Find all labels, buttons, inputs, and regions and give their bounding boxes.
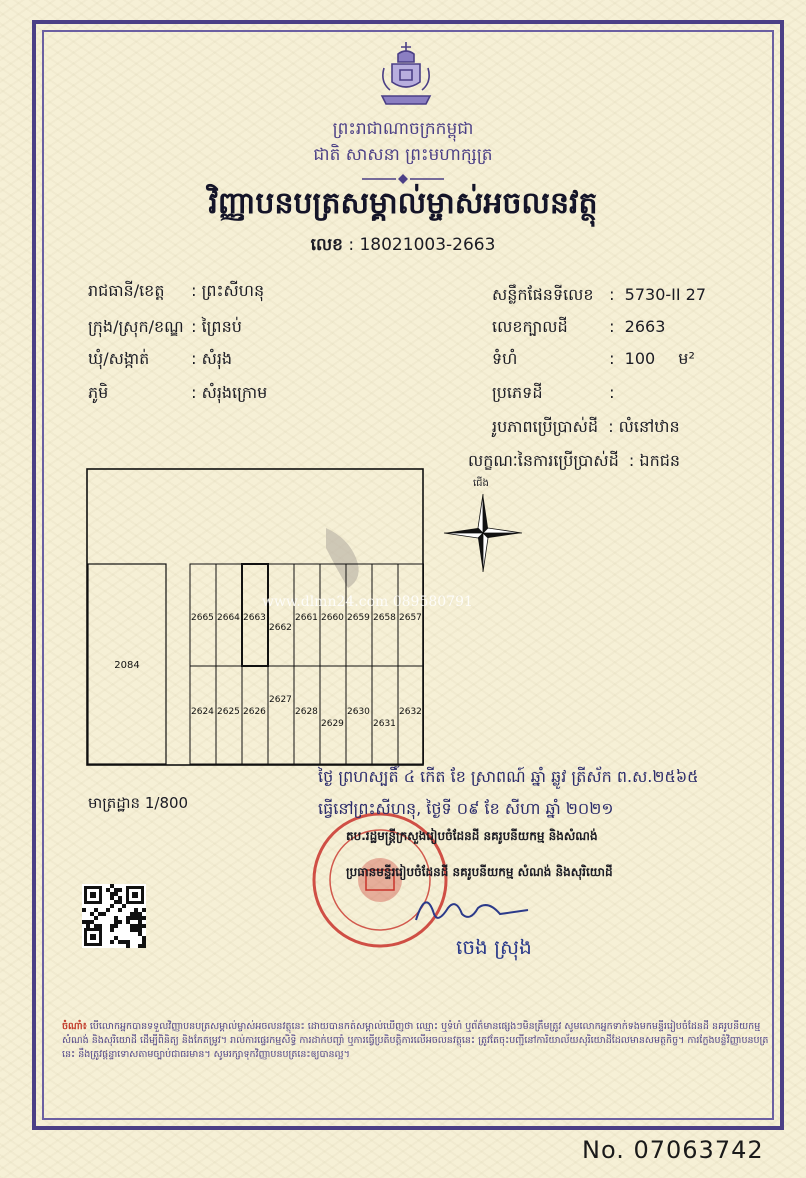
cadastral-map xyxy=(86,468,424,766)
qr-module xyxy=(86,920,90,924)
qr-module xyxy=(82,908,86,912)
commune-field: ឃុំ/សង្កាត់ : សំរុង xyxy=(88,348,232,372)
qr-module xyxy=(138,924,142,928)
certificate-title: វិញ្ញាបនបត្រសម្គាល់ម្ចាស់អចលនវត្ថុ xyxy=(208,186,598,221)
qr-module xyxy=(134,928,138,932)
parcel-label: 2630 xyxy=(347,707,370,717)
parcel-label: 2631 xyxy=(373,719,396,729)
parcel-cell xyxy=(372,666,398,764)
parcel-label: 2626 xyxy=(243,707,266,717)
qr-module xyxy=(142,940,146,944)
qr-module xyxy=(114,936,118,940)
parcel-label: 2661 xyxy=(295,613,318,623)
handwritten-signature xyxy=(408,880,538,940)
qr-module xyxy=(82,920,86,924)
qr-module xyxy=(106,888,110,892)
parcel-label: 2632 xyxy=(399,707,422,717)
qr-module xyxy=(126,940,130,944)
qr-module xyxy=(118,940,122,944)
qr-module xyxy=(110,924,114,928)
qr-module xyxy=(130,924,134,928)
map-scale: មាត្រដ្ឋាន 1/800 xyxy=(88,794,189,812)
watermark-text: www.dlmn24.com 089580791 xyxy=(262,594,473,610)
parcel-label: 2659 xyxy=(347,613,370,623)
field-value: 2663 xyxy=(624,317,666,336)
qr-module xyxy=(130,912,134,916)
field-label: ក្រុង/ស្រុក/ខណ្ឌ xyxy=(88,317,184,336)
qr-module xyxy=(118,896,122,900)
field-value: ឯកជន xyxy=(639,451,681,470)
qr-module xyxy=(94,916,98,920)
parcel-label: 2629 xyxy=(321,719,344,729)
map-sheet-field: សន្លឹកផែនទីលេខ : 5730-II 27 xyxy=(492,284,706,308)
land-type-field: ប្រភេទដី : xyxy=(492,382,625,406)
parcel-cell xyxy=(268,564,294,666)
field-label: សន្លឹកផែនទីលេខ xyxy=(492,285,594,304)
qr-module xyxy=(142,924,146,928)
parcel-label: 2664 xyxy=(217,613,240,623)
field-value: 5730-II 27 xyxy=(624,285,707,304)
lunar-date: ថ្ងៃ ព្រហស្បតិ៍ ៤ កើត ខែ ស្រាពណ៍ ឆ្នាំ ឆ្លូវ ត្រីស័ក ព.ស.២៥៦៥ xyxy=(318,767,699,786)
parcel-label: 2627 xyxy=(269,695,292,705)
north-label: ជើង xyxy=(473,478,489,489)
qr-module xyxy=(138,912,142,916)
parcel-number-field: លេខក្បាលដី : 2663 xyxy=(492,316,665,340)
qr-module xyxy=(110,884,114,888)
qr-module xyxy=(102,912,106,916)
qr-module xyxy=(110,904,114,908)
serial-number: No. 07063742 xyxy=(582,1136,764,1164)
field-label: រូបភាពប្រើប្រាស់ដី xyxy=(492,417,599,436)
parcel-label: 2628 xyxy=(295,707,318,717)
qr-module xyxy=(118,900,122,904)
kingdom-heading: ព្រះរាជាណាចក្រកម្ពុជា xyxy=(332,119,474,139)
qr-module xyxy=(138,920,142,924)
field-value: លំនៅឋាន xyxy=(618,417,680,436)
certificate-number-value: 18021003-2663 xyxy=(359,235,496,255)
field-label: ទំហំ xyxy=(492,349,518,368)
qr-module xyxy=(138,944,142,948)
qr-module xyxy=(118,908,122,912)
village-field: ភូមិ : សំរុងក្រោម xyxy=(88,382,267,406)
qr-module xyxy=(98,912,102,916)
compass-rose-icon xyxy=(440,490,526,576)
qr-module xyxy=(126,916,130,920)
qr-module xyxy=(114,924,118,928)
qr-module xyxy=(110,940,114,944)
qr-module xyxy=(138,928,142,932)
parcel-label: 2657 xyxy=(399,613,422,623)
qr-module xyxy=(86,924,90,928)
parcel-label: 2665 xyxy=(191,613,214,623)
field-value: សំរុង xyxy=(201,349,233,368)
qr-module xyxy=(114,916,118,920)
qr-module xyxy=(142,944,146,948)
field-label: រាជធានី/ខេត្ត xyxy=(88,281,165,300)
qr-module xyxy=(138,932,142,936)
solar-date: ធ្វើនៅព្រះសីហនុ, ថ្ងៃទី ០៩ ខែ សីហា ឆ្នាំ ២០២១ xyxy=(318,799,614,818)
parcel-label: 2662 xyxy=(269,623,292,633)
qr-module xyxy=(118,920,122,924)
royal-emblem-icon xyxy=(370,38,442,110)
qr-module xyxy=(130,928,134,932)
certificate-number-label: លេខ xyxy=(310,235,343,255)
qr-module xyxy=(134,912,138,916)
field-value: ព្រះសីហនុ xyxy=(201,281,265,300)
field-value: 100 xyxy=(624,349,656,368)
parcel-label: 2084 xyxy=(114,660,140,671)
parcel-label: 2625 xyxy=(217,707,240,717)
signatory-title-2: ប្រធានមន្ទីររៀបចំដែនដី នគរូបនីយកម្ម សំណង់ និងសុរិយោដី xyxy=(346,865,613,879)
qr-module xyxy=(118,888,122,892)
qr-module xyxy=(138,916,142,920)
qr-module xyxy=(106,908,110,912)
parcel-label: 2658 xyxy=(373,613,396,623)
qr-module xyxy=(114,888,118,892)
parcel-label: 2660 xyxy=(321,613,344,623)
area-unit: ម² xyxy=(678,349,695,368)
qr-module xyxy=(90,912,94,916)
land-use-field: រូបភាពប្រើប្រាស់ដី : លំនៅឋាន xyxy=(492,417,680,436)
area-field: ទំហំ : 100 ម² xyxy=(492,348,695,372)
qr-module xyxy=(98,924,102,928)
qr-module xyxy=(130,916,134,920)
province-field: រាជធានី/ខេត្ត : ព្រះសីហនុ xyxy=(88,280,264,304)
qr-module xyxy=(110,892,114,896)
notice-text xyxy=(62,1020,772,1062)
parcel-label: 2624 xyxy=(191,707,214,717)
qr-module xyxy=(114,920,118,924)
parcel-cell xyxy=(268,666,294,764)
signatory-title-1: តប.រដ្ឋមន្ត្រីក្រសួងរៀបចំដែនដី នគរូបនីយកម្ម និងសំណង់ xyxy=(346,829,598,843)
qr-module xyxy=(94,908,98,912)
notice-body: បើលោកអ្នកបានទទួលវិញ្ញាបនបត្រសម្គាល់ម្ចាស់អចលនវត្ថុនេះ ដោយបានកត់សម្គាល់ឃើញថា ឈ្មោះ ឬទំហំ ឬព័ត៌មានផ្សេងៗមិនត្រឹមត្រូវ សូមលោកអ្នកទាក់ទងមកមន្ទីររៀបចំដែនដី នគរូបនីយកម្ម សំណង់ និងសុរិយោដី ដើម្បីពិនិត្យ និងកែតម្រូវ។ រាល់ការផ្ទេរកម្មសិទ្ធិ ការដាក់បញ្ចាំ ឬការធ្វើប្រតិបត្តិការលើអចលនវត្ថុនេះ ត្រូវតែចុះបញ្ជីនៅការិយាល័យសុរិយោដីដែលមានសមត្ថកិច្ច។ ការក្លែងបន្លំវិញ្ញាបនបត្រនេះ នឹងត្រូវផ្តន្ទាទោសតាមច្បាប់ជាធរមាន។ សូមរក្សាទុកវិញ្ញាបនបត្រនេះឲ្យបានល្អ។ xyxy=(62,1021,769,1060)
parcel-cell xyxy=(320,666,346,764)
field-value: ព្រៃនប់ xyxy=(201,317,242,336)
qr-module xyxy=(122,904,126,908)
qr-module xyxy=(114,892,118,896)
certificate-number: លេខ : 18021003-2663 xyxy=(310,235,496,255)
qr-module xyxy=(110,928,114,932)
qr-code-icon xyxy=(82,884,146,948)
nation-motto: ជាតិ សាសនា ព្រះមហាក្សត្រ xyxy=(313,145,493,165)
qr-module xyxy=(114,900,118,904)
district-field: ក្រុង/ស្រុក/ខណ្ឌ : ព្រៃនប់ xyxy=(88,316,242,340)
qr-module xyxy=(126,920,130,924)
qr-module xyxy=(134,908,138,912)
field-label: លក្ខណៈនៃការប្រើប្រាស់ដី xyxy=(468,451,619,470)
parcel-label: 2663 xyxy=(243,613,266,623)
field-label: ប្រភេទដី xyxy=(492,383,543,402)
field-value: សំរុងក្រោម xyxy=(201,383,268,402)
land-use-type-field: លក្ខណៈនៃការប្រើប្រាស់ដី : ឯកជន xyxy=(468,451,681,470)
field-label: ឃុំ/សង្កាត់ xyxy=(88,349,150,368)
qr-module xyxy=(126,944,130,948)
qr-module xyxy=(134,916,138,920)
qr-module xyxy=(94,924,98,928)
signatory-name: ចេង ស្រុង xyxy=(456,935,532,959)
qr-module xyxy=(134,924,138,928)
qr-module xyxy=(142,916,146,920)
qr-module xyxy=(90,920,94,924)
qr-module xyxy=(110,896,114,900)
qr-module xyxy=(142,908,146,912)
field-label: លេខក្បាលដី xyxy=(492,317,568,336)
qr-module xyxy=(122,940,126,944)
notice-label: ចំណាំ៖ xyxy=(62,1021,87,1032)
qr-module xyxy=(142,936,146,940)
field-label: ភូមិ xyxy=(88,383,109,402)
